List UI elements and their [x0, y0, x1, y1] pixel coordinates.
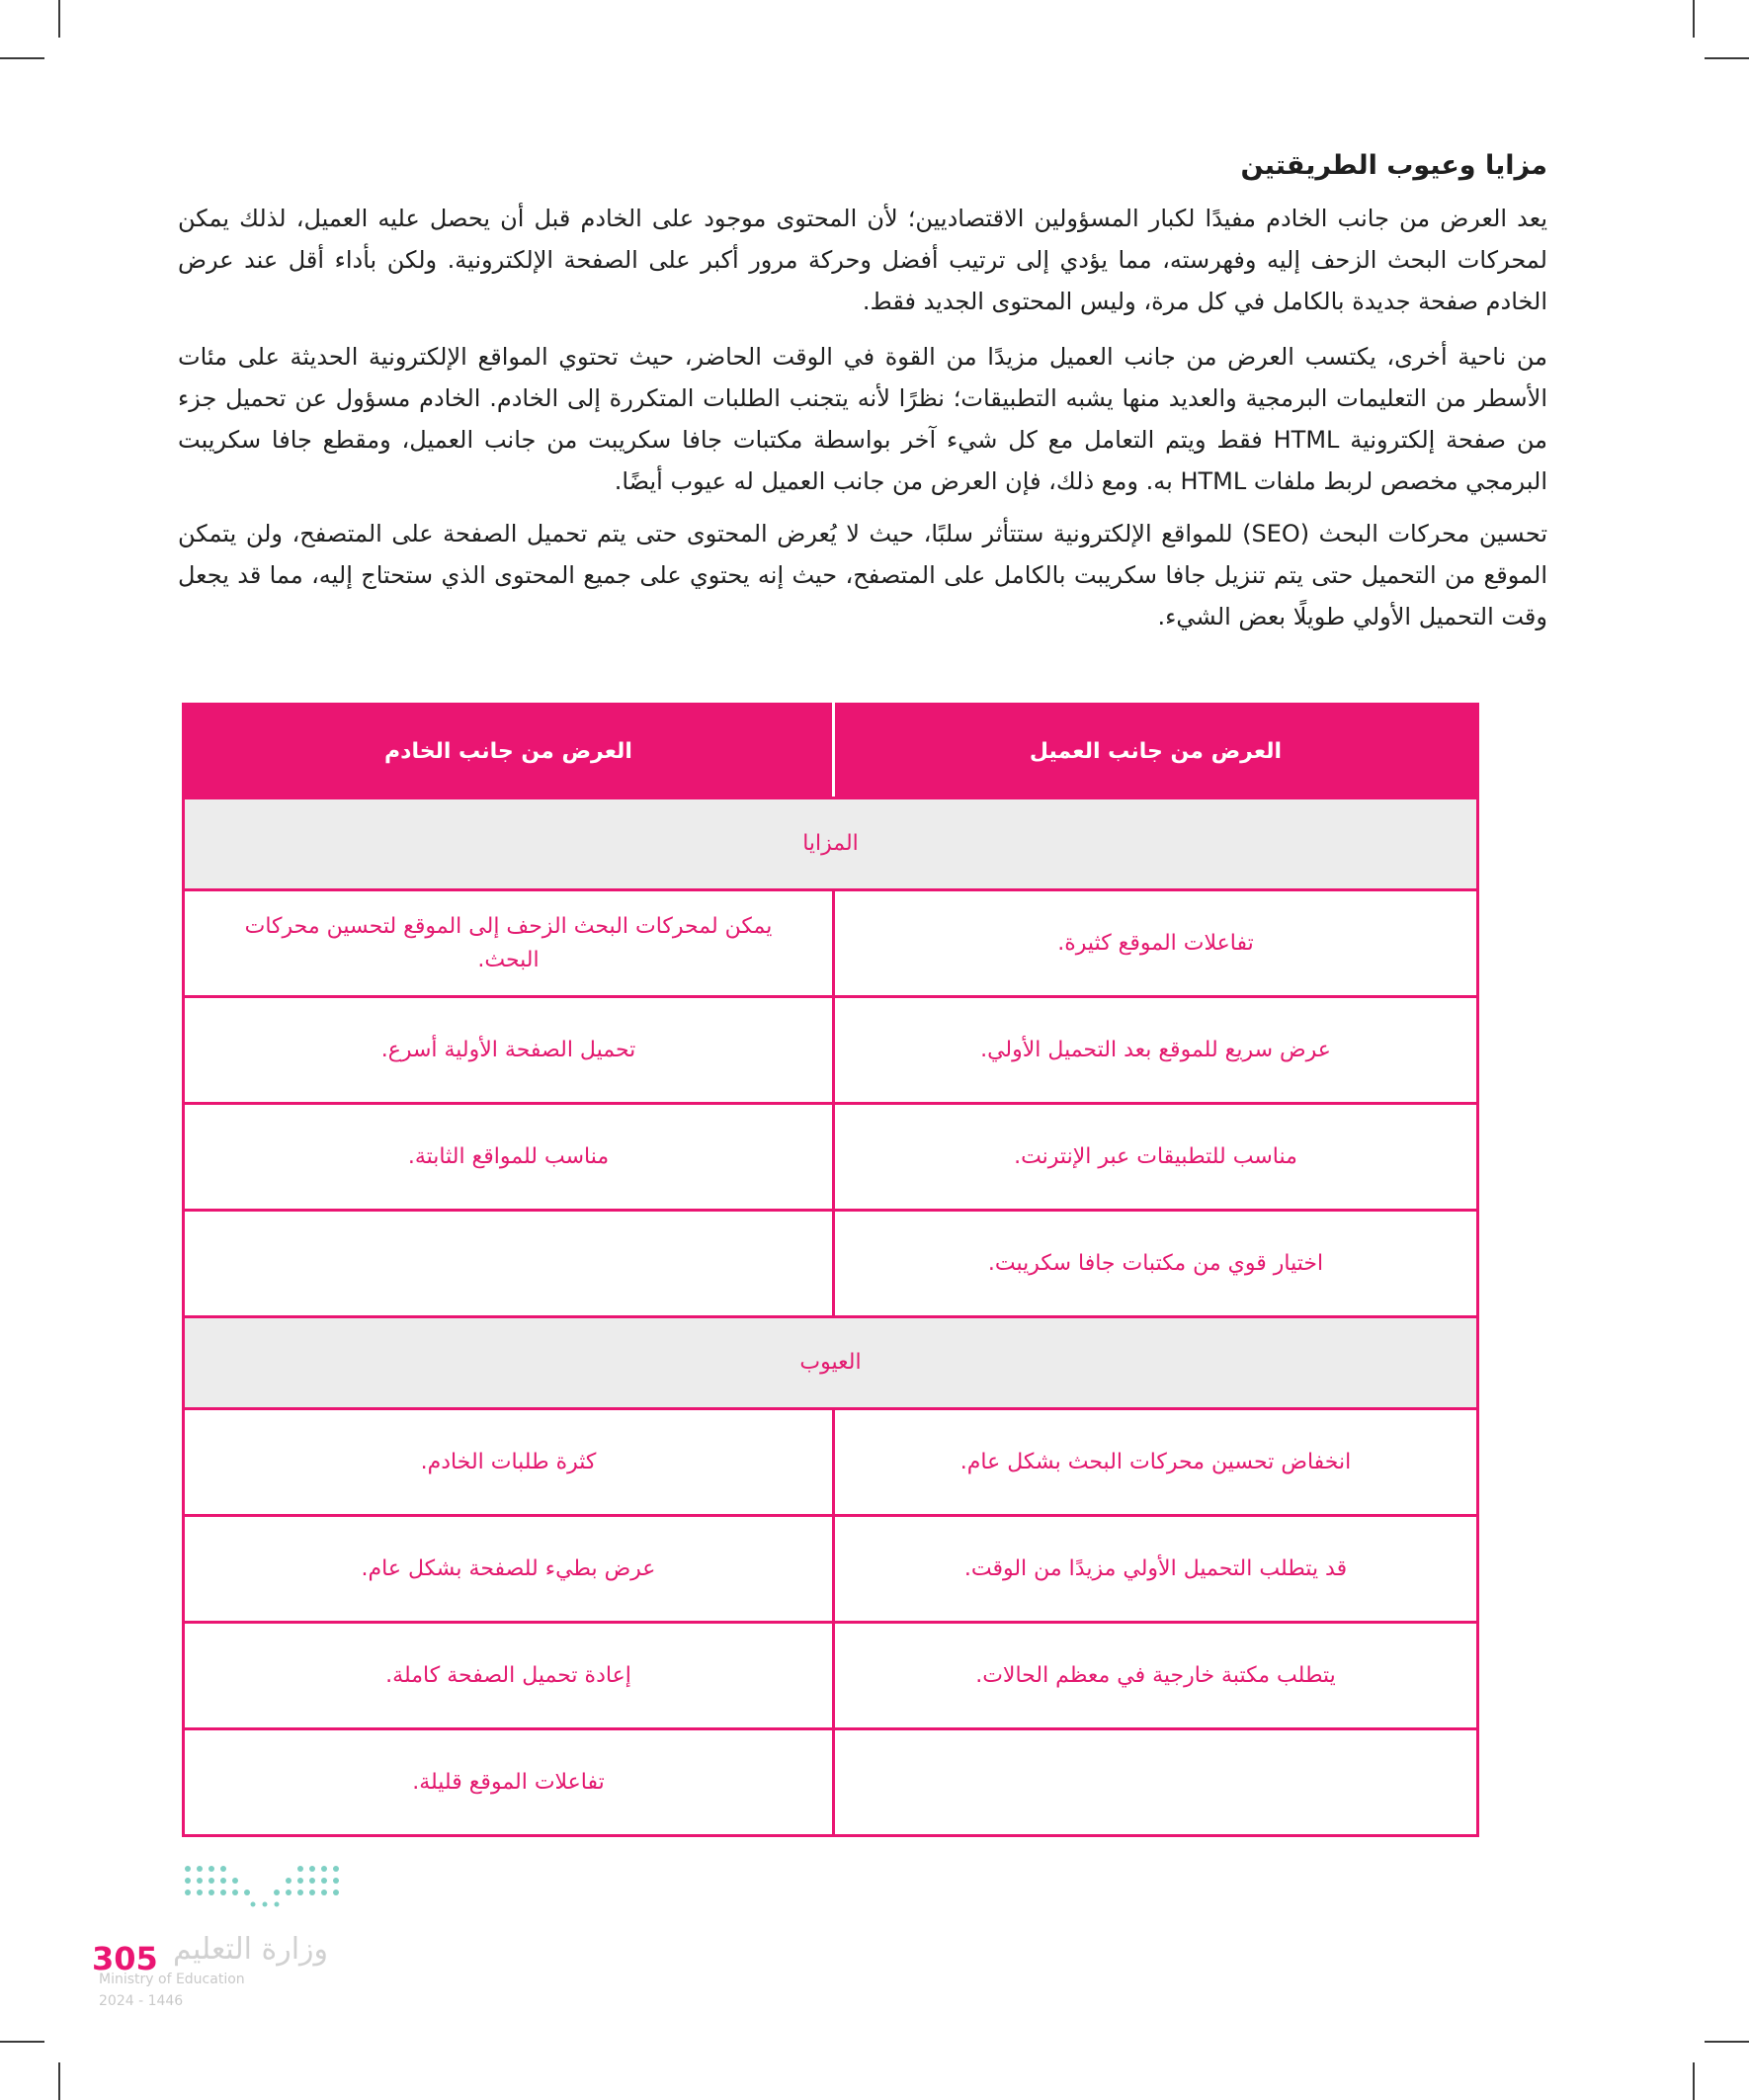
table-row	[184, 997, 1478, 1104]
table-cell	[184, 1211, 834, 1317]
section-row	[184, 798, 1478, 890]
crop-mark	[1693, 0, 1695, 38]
section-heading: مزايا وعيوب الطريقتين	[1240, 150, 1547, 181]
table-cell: انخفاض تحسين محركات البحث بشكل عام.	[834, 1409, 1478, 1516]
table-header-row	[184, 705, 1478, 798]
page-number: 305	[92, 1940, 158, 1977]
table-cell: تفاعلات الموقع كثيرة.	[834, 890, 1478, 997]
table-row	[184, 1729, 1478, 1836]
paragraph: يعد العرض من جانب الخادم مفيدًا لكبار المسؤولين الاقتصاديين؛ لأن المحتوى موجود على الخادم قبل أن يحصل عليه العميل، لذلك يمكن لمحركات البحث الزحف إليه وفهرسته، مما يؤدي إلى ترتيب أفضل وحركة مرور أكبر على الصفحة الإلكترونية. ولكن بأداء أقل عند عرض الخادم صفحة جديدة بالكامل في كل مرة، وليس المحتوى الجديد فقط.	[178, 205, 1547, 315]
table-cell: يتطلب مكتبة خارجية في معظم الحالات.	[834, 1623, 1478, 1729]
table-cell: مناسب للمواقع الثابتة.	[184, 1104, 834, 1211]
table-cell	[834, 1729, 1478, 1836]
table-row	[184, 1623, 1478, 1729]
section-label-advantages: المزايا	[184, 798, 1478, 890]
section-label-disadvantages: العيوب	[184, 1317, 1478, 1409]
column-header-server: العرض من جانب الخادم	[184, 705, 834, 798]
table-row	[184, 1516, 1478, 1623]
table-row	[184, 1211, 1478, 1317]
table-row	[184, 1104, 1478, 1211]
table-cell: مناسب للتطبيقات عبر الإنترنت.	[834, 1104, 1478, 1211]
table-cell: تحميل الصفحة الأولية أسرع.	[184, 997, 834, 1104]
table-cell: تفاعلات الموقع قليلة.	[184, 1729, 834, 1836]
table-cell: عرض سريع للموقع بعد التحميل الأولي.	[834, 997, 1478, 1104]
ministry-name-en: Ministry of Education	[99, 1972, 245, 1987]
table-cell: قد يتطلب التحميل الأولي مزيدًا من الوقت.	[834, 1516, 1478, 1623]
comparison-table	[182, 703, 1479, 1837]
paragraph: تحسين محركات البحث (SEO) للمواقع الإلكترونية ستتأثر سلبًا، حيث لا يُعرض المحتوى حتى يتم تحميل الصفحة على المتصفح، ولن يتمكن الموقع من التحميل حتى يتم تنزيل جافا سكريبت بالكامل على المتصفح، حيث إنه يحتوي على جميع المحتوى الذي ستحتاج إليه، مما قد يجعل وقت التحميل الأولي طويلًا بعض الشيء.	[178, 520, 1547, 630]
table-row	[184, 890, 1478, 997]
ministry-year: 2024 - 1446	[99, 1993, 184, 2009]
section-row	[184, 1317, 1478, 1409]
crop-mark	[1705, 57, 1749, 59]
table-row	[184, 1409, 1478, 1516]
crop-mark	[1693, 2062, 1695, 2100]
ministry-logo-icon	[182, 1863, 350, 1912]
crop-mark	[0, 57, 44, 59]
column-header-client: العرض من جانب العميل	[834, 705, 1478, 798]
table-cell: اختيار قوي من مكتبات جافا سكريبت.	[834, 1211, 1478, 1317]
crop-mark	[58, 0, 60, 38]
table-cell: يمكن لمحركات البحث الزحف إلى الموقع لتحسين محركات البحث.	[184, 890, 834, 997]
crop-mark	[1705, 2041, 1749, 2043]
table-cell: إعادة تحميل الصفحة كاملة.	[184, 1623, 834, 1729]
table-cell: عرض بطيء للصفحة بشكل عام.	[184, 1516, 834, 1623]
paragraph: من ناحية أخرى، يكتسب العرض من جانب العميل مزيدًا من القوة في الوقت الحاضر، حيث تحتوي المواقع الإلكترونية الحديثة على مئات الأسطر من التعليمات البرمجية والعديد منها يشبه التطبيقات؛ نظرًا لأنه يتجنب الطلبات المتكررة إلى الخادم. الخادم مسؤول عن تحميل جزء من صفحة إلكترونية HTML فقط ويتم التعامل مع كل شيء آخر بواسطة مكتبات جافا سكريبت من جانب العميل، ومقطع جافا سكريبت البرمجي مخصص لربط ملفات HTML به. ومع ذلك، فإن العرض من جانب العميل له عيوب أيضًا.	[178, 343, 1547, 495]
crop-mark	[58, 2062, 60, 2100]
crop-mark	[0, 2041, 44, 2043]
table-cell: كثرة طلبات الخادم.	[184, 1409, 834, 1516]
ministry-name-ar: وزارة التعليم	[173, 1932, 329, 1967]
